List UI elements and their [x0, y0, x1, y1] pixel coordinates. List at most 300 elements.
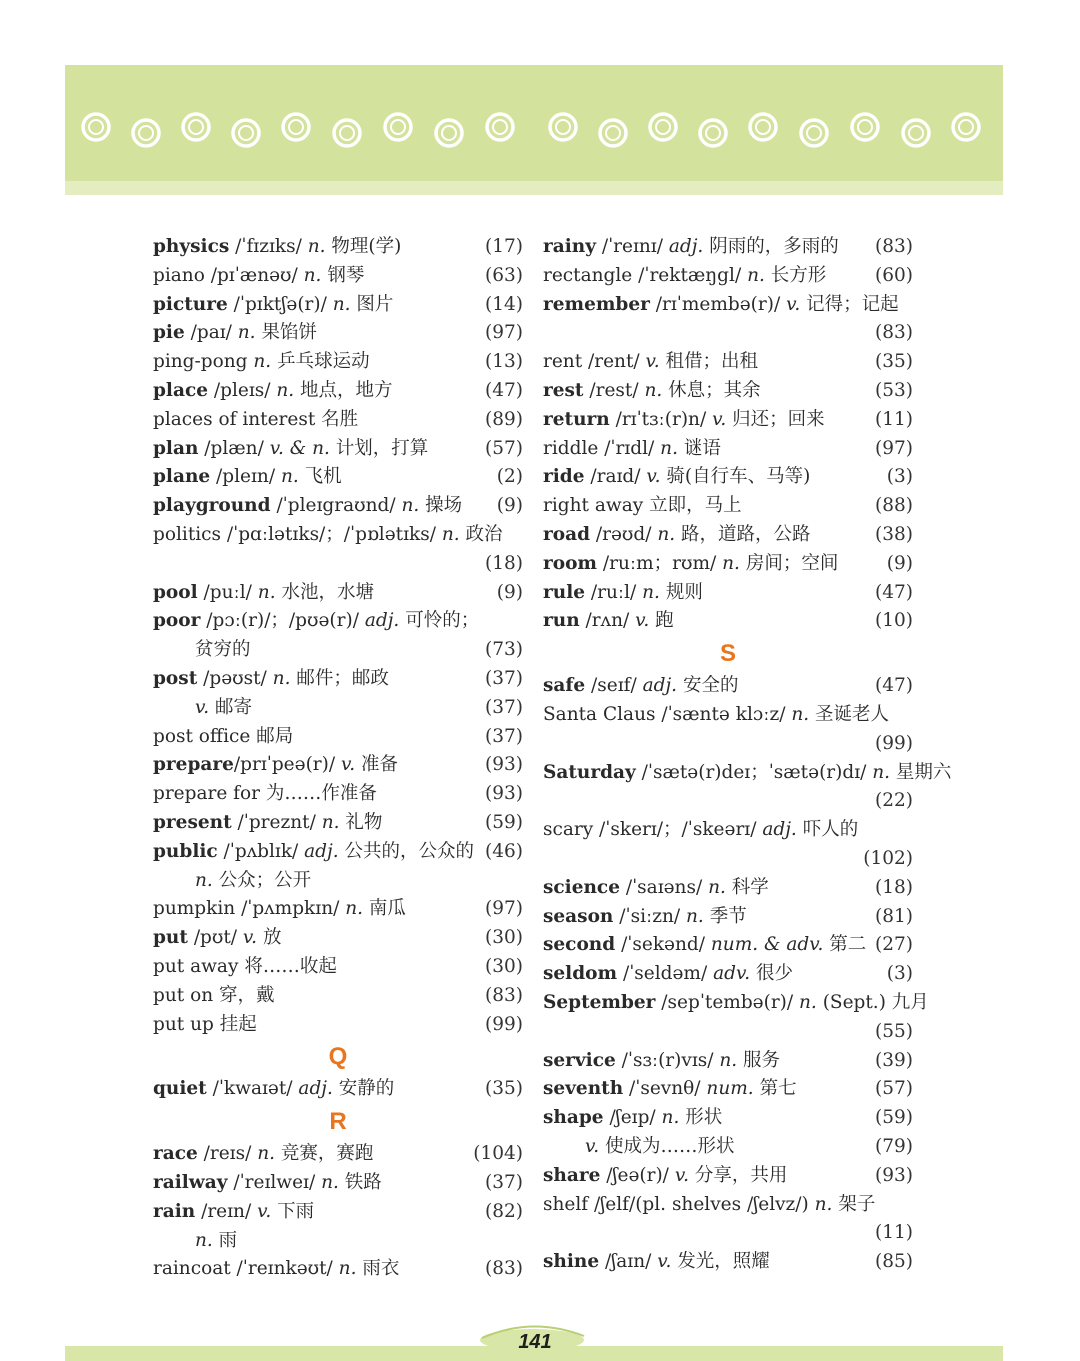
meaning: 名胜 — [321, 408, 359, 430]
entry-line — [153, 982, 523, 1011]
page-ref: (83) — [485, 1258, 523, 1280]
entry-line — [543, 672, 913, 701]
pronunciation: /ˈfɪzɪks/ — [229, 236, 308, 257]
entry-line — [153, 1169, 523, 1198]
meaning: 穿，戴 — [219, 984, 275, 1006]
pronunciation: places of interest — [153, 408, 322, 430]
headword: playground — [153, 495, 271, 517]
entry-line — [153, 895, 523, 924]
pronunciation: /rəʊd/ — [590, 523, 658, 545]
part-of-speech: v. — [340, 754, 356, 776]
page-ref: (59) — [485, 811, 523, 833]
meaning: 铁路 — [338, 1171, 382, 1193]
part-of-speech: n. — [257, 581, 276, 603]
part-of-speech: n. — [195, 1229, 213, 1251]
pronunciation: /prɪˈpeə(r)/ — [233, 754, 341, 776]
entry-line — [153, 262, 523, 291]
entry-line — [543, 759, 952, 788]
headword: second — [543, 934, 616, 956]
entry-text — [543, 348, 758, 377]
headword: rain — [153, 1200, 196, 1222]
meaning: 归还；回来 — [726, 408, 825, 430]
meaning: 准备 — [355, 754, 398, 776]
meaning: 租借；出租 — [659, 351, 759, 373]
entry-text — [153, 665, 389, 694]
part-of-speech: v. — [646, 466, 661, 488]
page-ref: (88) — [875, 495, 913, 517]
meaning: 星期六 — [890, 761, 952, 783]
entry-line — [543, 874, 913, 903]
entry-line — [153, 924, 523, 953]
headword: return — [543, 408, 610, 430]
entry-text — [543, 262, 826, 291]
pronunciation: /ʃaɪn/ — [599, 1251, 658, 1273]
entry-line — [153, 550, 523, 579]
part-of-speech: n. — [644, 379, 663, 401]
page-ref: (30) — [485, 927, 523, 949]
pronunciation: put up — [153, 1013, 220, 1035]
entry-line — [153, 607, 523, 636]
headword: seldom — [543, 963, 618, 985]
headword: place — [153, 379, 208, 401]
meaning: 安静的 — [332, 1078, 395, 1100]
part-of-speech: adv. — [713, 963, 751, 985]
meaning: 水池，水塘 — [275, 581, 374, 603]
page-ref: (83) — [875, 322, 913, 344]
left-column — [153, 233, 523, 1284]
entry-line — [153, 579, 523, 608]
meaning: 操场 — [419, 495, 463, 517]
entry-text — [153, 406, 358, 435]
page-ref: (11) — [875, 408, 913, 430]
entry-text — [543, 607, 674, 636]
pronunciation: /pleɪn/ — [210, 466, 281, 488]
meaning: 邮局 — [256, 725, 294, 747]
meaning: 计划，打算 — [329, 437, 429, 459]
pronunciation: /puːl/ — [197, 581, 258, 603]
page-ref: (59) — [875, 1107, 913, 1129]
entry-line — [153, 1255, 523, 1284]
header-band — [65, 65, 1003, 195]
page-ref: (35) — [485, 1078, 523, 1100]
pronunciation: /ˈsevnθ/ — [623, 1078, 707, 1100]
pronunciation: /rɪˈmembə(r)/ — [649, 293, 787, 315]
part-of-speech: n. — [195, 869, 213, 891]
pronunciation: /ˈpreznt/ — [231, 811, 322, 833]
entry-text — [543, 377, 761, 406]
entry-line — [543, 816, 913, 845]
entry-text — [153, 607, 479, 636]
pronunciation: /ˈsætə(r)deɪ；ˈsætə(r)dɪ/ — [635, 761, 873, 783]
entry-text — [543, 960, 793, 989]
meaning: 记得；记起 — [800, 293, 899, 315]
meaning: 乒乓球运动 — [271, 351, 370, 373]
entry-line — [543, 233, 913, 262]
meaning: 物理(学) — [325, 236, 402, 257]
page-ref: (46) — [485, 840, 523, 862]
entry-text — [195, 867, 311, 896]
part-of-speech: n. — [237, 322, 256, 344]
entry-line — [153, 521, 523, 550]
headword: poor — [153, 610, 201, 632]
headword: ride — [543, 466, 585, 488]
headword: plan — [153, 437, 199, 459]
part-of-speech: n. — [401, 495, 420, 517]
page-ref: (17) — [485, 236, 523, 257]
page-ref: (37) — [485, 667, 523, 689]
pronunciation: /ˈsaɪəns/ — [619, 876, 709, 898]
entry-line — [543, 1047, 913, 1076]
pronunciation: /sepˈtembə(r)/ — [655, 991, 800, 1013]
meaning: 发光，照耀 — [671, 1251, 770, 1273]
meaning: 跑 — [649, 610, 674, 632]
page-ref: (93) — [485, 754, 523, 776]
page-ref: (63) — [485, 264, 523, 286]
entry-text — [153, 521, 503, 550]
meaning: 将……收起 — [244, 955, 337, 977]
part-of-speech: v. — [786, 293, 801, 315]
part-of-speech: n. — [276, 379, 295, 401]
part-of-speech: v. — [635, 610, 650, 632]
meaning: 竞赛，赛跑 — [275, 1143, 374, 1165]
page-ref: (2) — [496, 466, 523, 488]
headword: remember — [543, 293, 650, 315]
entry-line — [153, 665, 523, 694]
meaning: 可怜的； — [399, 610, 480, 632]
page-ref: (57) — [485, 437, 523, 459]
page-ref: (3) — [886, 466, 913, 488]
pronunciation: /ˈkwaɪət/ — [206, 1078, 299, 1100]
entry-text — [543, 759, 951, 788]
meaning: 下雨 — [271, 1200, 315, 1222]
entry-text — [153, 895, 406, 924]
headword: run — [543, 610, 580, 632]
part-of-speech: n. — [307, 236, 326, 257]
meaning: 谜语 — [677, 437, 721, 459]
pronunciation: riddle /ˈrɪdl/ — [543, 437, 661, 459]
meaning: 分享，共用 — [688, 1164, 788, 1186]
headword: service — [543, 1049, 616, 1071]
part-of-speech: n. — [872, 761, 891, 783]
pronunciation: /ruːm；rʊm/ — [597, 552, 723, 574]
entry-line — [543, 787, 913, 816]
part-of-speech: v. & n. — [269, 437, 330, 459]
meaning: 吓人的 — [796, 819, 859, 841]
pronunciation: /ˈreɪnɪ/ — [595, 236, 669, 257]
entry-line — [543, 1191, 913, 1220]
meaning: 使成为……形状 — [599, 1135, 735, 1157]
entry-text — [153, 1140, 373, 1169]
entry-text — [153, 262, 364, 291]
part-of-speech: n. — [657, 523, 676, 545]
meaning: 服务 — [737, 1049, 781, 1071]
entry-text — [543, 1104, 722, 1133]
part-of-speech: n. — [799, 991, 817, 1013]
page-ref: (14) — [485, 293, 523, 315]
meaning: 规则 — [659, 581, 703, 603]
page-ref: (53) — [875, 379, 913, 401]
part-of-speech: num. & adv. — [710, 934, 824, 956]
headword: season — [543, 905, 614, 927]
page-ref: (55) — [875, 1020, 913, 1042]
pronunciation: /ˈreɪlweɪ/ — [227, 1171, 322, 1193]
entry-text — [585, 1133, 735, 1162]
entry-text — [153, 780, 377, 809]
part-of-speech: n. — [708, 876, 726, 898]
pronunciation: /ʃeə(r)/ — [600, 1164, 675, 1186]
entry-text — [153, 1075, 394, 1104]
pronunciation: put away — [153, 955, 245, 977]
headword: rule — [543, 581, 585, 603]
part-of-speech: n. — [332, 293, 351, 315]
part-of-speech: adj. — [364, 610, 400, 632]
meaning: 第七 — [753, 1078, 797, 1100]
entry-line — [153, 291, 523, 320]
entry-text — [543, 291, 899, 320]
headword: post — [153, 667, 198, 689]
headword: present — [153, 811, 232, 833]
headword: race — [153, 1143, 198, 1165]
pronunciation: post office — [153, 725, 257, 747]
entry-line — [153, 348, 523, 377]
entry-line — [543, 1248, 913, 1277]
meaning: 地点，地方 — [294, 379, 393, 401]
entry-line — [153, 636, 523, 665]
entry-line — [543, 291, 913, 320]
part-of-speech: v. — [645, 351, 660, 373]
page-ref: (85) — [875, 1251, 913, 1273]
meaning: 钢琴 — [321, 264, 365, 286]
meaning: 路，道路，公路 — [675, 523, 811, 545]
headword: picture — [153, 293, 228, 315]
entry-line — [153, 463, 523, 492]
entry-text — [543, 435, 721, 464]
entry-text — [195, 636, 251, 665]
entry-line — [543, 1075, 913, 1104]
part-of-speech: n. — [253, 351, 272, 373]
page-ref: (3) — [886, 963, 913, 985]
entry-text — [195, 694, 252, 723]
entry-line — [543, 579, 913, 608]
pronunciation: rent /rent/ — [543, 351, 646, 373]
headword: plane — [153, 466, 211, 488]
entry-text — [153, 953, 337, 982]
meaning: 阴雨的，多雨的 — [703, 236, 839, 257]
part-of-speech: n. — [441, 523, 460, 545]
headword: science — [543, 876, 620, 898]
pronunciation: Santa Claus /ˈsæntə klɔːz/ — [543, 703, 792, 725]
page-ref: (18) — [875, 876, 913, 898]
meaning: 贫穷的 — [195, 639, 251, 661]
headword: public — [153, 840, 218, 862]
headword: safe — [543, 675, 586, 697]
entry-line — [543, 1162, 913, 1191]
headword: seventh — [543, 1078, 624, 1100]
meaning: 季节 — [703, 905, 747, 927]
entry-line — [153, 492, 523, 521]
pronunciation: /paɪ/ — [184, 322, 238, 344]
part-of-speech: n. — [747, 264, 765, 286]
meaning: 飞机 — [298, 466, 342, 488]
pronunciation: shelf /ʃelf/(pl. shelves /ʃelvz/) — [543, 1193, 815, 1215]
entry-line — [153, 838, 523, 867]
entry-line — [153, 406, 523, 435]
entry-line — [543, 1018, 913, 1047]
part-of-speech: n. — [719, 1049, 738, 1071]
pronunciation: /pəʊst/ — [197, 667, 273, 689]
meaning: 安全的 — [677, 675, 739, 697]
page-ref: (18) — [485, 552, 523, 574]
page-ref: (47) — [875, 675, 913, 697]
meaning: 形状 — [679, 1107, 723, 1129]
page-ref: (37) — [485, 1171, 523, 1193]
entry-text — [543, 492, 742, 521]
part-of-speech: n. — [722, 552, 740, 574]
page-number: 141 — [518, 1331, 552, 1353]
entry-text — [543, 989, 929, 1018]
headword: September — [543, 991, 656, 1013]
entry-line — [543, 701, 913, 730]
pronunciation: /ʃeɪp/ — [603, 1107, 662, 1129]
pronunciation: /ˈpʌblɪk/ — [217, 840, 305, 862]
header-stripe — [65, 181, 1003, 195]
entry-text — [543, 931, 866, 960]
meaning: 圣诞老人 — [809, 703, 890, 725]
entry-text — [153, 377, 393, 406]
part-of-speech: adj. — [304, 840, 339, 862]
entry-line — [153, 1075, 523, 1104]
headword: railway — [153, 1171, 228, 1193]
page-ref: (99) — [875, 732, 913, 754]
entry-text — [543, 1191, 875, 1220]
meaning: 图片 — [350, 293, 394, 315]
meaning: 雨 — [212, 1229, 238, 1251]
part-of-speech: v. — [674, 1164, 689, 1186]
meaning: 邮寄 — [209, 696, 253, 718]
meaning: 科学 — [725, 876, 769, 898]
entry-text — [543, 463, 810, 492]
pronunciation: /ˈpɪktʃə(r)/ — [227, 293, 333, 315]
entry-text — [543, 1248, 770, 1277]
page-ref: (10) — [875, 610, 913, 632]
entry-text — [153, 809, 382, 838]
pronunciation: /ˈsiːzn/ — [613, 905, 687, 927]
pronunciation: /rʌn/ — [579, 610, 636, 632]
headword: prepare — [153, 754, 234, 776]
entry-text — [153, 319, 317, 348]
entry-text — [543, 874, 769, 903]
pronunciation: /reɪn/ — [195, 1200, 258, 1222]
pronunciation: raincoat /ˈreɪnkəʊt/ — [153, 1258, 339, 1280]
meaning: 骑(自行车、马等) — [660, 466, 811, 488]
headword: pool — [153, 581, 198, 603]
entry-text — [153, 723, 293, 752]
part-of-speech: n. — [338, 1258, 357, 1280]
entry-text — [543, 816, 858, 845]
pronunciation: /ˈpleɪgraʊnd/ — [270, 495, 402, 517]
page-ref: (47) — [875, 581, 913, 603]
entry-text — [543, 1047, 780, 1076]
entry-line — [153, 809, 523, 838]
page-ref: (9) — [496, 581, 523, 603]
right-column — [543, 233, 952, 1277]
headword: pie — [153, 322, 185, 344]
headword: put — [153, 927, 188, 949]
meaning: (Sept.) 九月 — [816, 991, 929, 1013]
entry-text — [543, 1075, 797, 1104]
meaning: 公众；公开 — [212, 869, 312, 891]
section-letter: S — [719, 640, 736, 668]
page-ref: (81) — [875, 905, 913, 927]
pronunciation: right away — [543, 495, 650, 517]
entry-line — [543, 492, 913, 521]
part-of-speech: n. — [791, 703, 810, 725]
entry-line — [543, 931, 913, 960]
pronunciation: put on — [153, 984, 220, 1006]
meaning: 架子 — [832, 1193, 876, 1215]
headword: Saturday — [543, 761, 636, 783]
page-ref: (30) — [485, 955, 523, 977]
entry-line — [543, 845, 913, 874]
part-of-speech: adj. — [668, 236, 704, 257]
pronunciation: /ruːl/ — [585, 581, 643, 603]
entry-text — [543, 406, 825, 435]
meaning: 很少 — [750, 963, 793, 985]
meaning: 立即，马上 — [649, 495, 742, 517]
meaning: 长方形 — [764, 264, 827, 286]
entry-text — [153, 492, 462, 521]
entry-text — [153, 579, 374, 608]
entry-line — [543, 960, 913, 989]
pronunciation: /pʊt/ — [187, 927, 243, 949]
headword: rainy — [543, 236, 596, 257]
meaning: 礼物 — [339, 811, 383, 833]
meaning: 房间；空间 — [739, 552, 839, 574]
pronunciation: rectangle /ˈrektæŋgl/ — [543, 264, 748, 286]
page-ref: (97) — [875, 437, 913, 459]
part-of-speech: n. — [345, 898, 364, 920]
entry-text — [543, 1162, 787, 1191]
entry-text — [153, 348, 370, 377]
headword: share — [543, 1164, 601, 1186]
part-of-speech: v. — [195, 696, 210, 718]
page-ref: (57) — [875, 1078, 913, 1100]
page-ref: (35) — [875, 351, 913, 373]
entry-text — [543, 233, 839, 262]
entry-text — [153, 982, 275, 1011]
meaning: 公共的，公众的 — [338, 840, 475, 862]
headword: shape — [543, 1107, 604, 1129]
page-ref: (13) — [485, 351, 523, 373]
meaning: 为……作准备 — [265, 783, 377, 805]
meaning: 放 — [257, 927, 282, 949]
meaning: 南瓜 — [363, 898, 406, 920]
pronunciation: /pɔː(r)/；/pʊə(r)/ — [200, 610, 365, 632]
entry-text — [543, 701, 889, 730]
meaning: 邮件；邮政 — [290, 667, 389, 689]
page-ref: (27) — [875, 934, 913, 956]
pronunciation: pumpkin /ˈpʌmpkɪn/ — [153, 898, 346, 920]
headword: road — [543, 523, 591, 545]
part-of-speech: adj. — [298, 1078, 333, 1100]
pronunciation: scary /ˈskerɪ/；/ˈskeərɪ/ — [543, 819, 763, 841]
part-of-speech: n. — [661, 1107, 680, 1129]
entry-text — [153, 1011, 257, 1040]
meaning: 政治 — [459, 523, 503, 545]
part-of-speech: adj. — [642, 675, 678, 697]
headword: shine — [543, 1251, 600, 1273]
entry-text — [153, 924, 281, 953]
